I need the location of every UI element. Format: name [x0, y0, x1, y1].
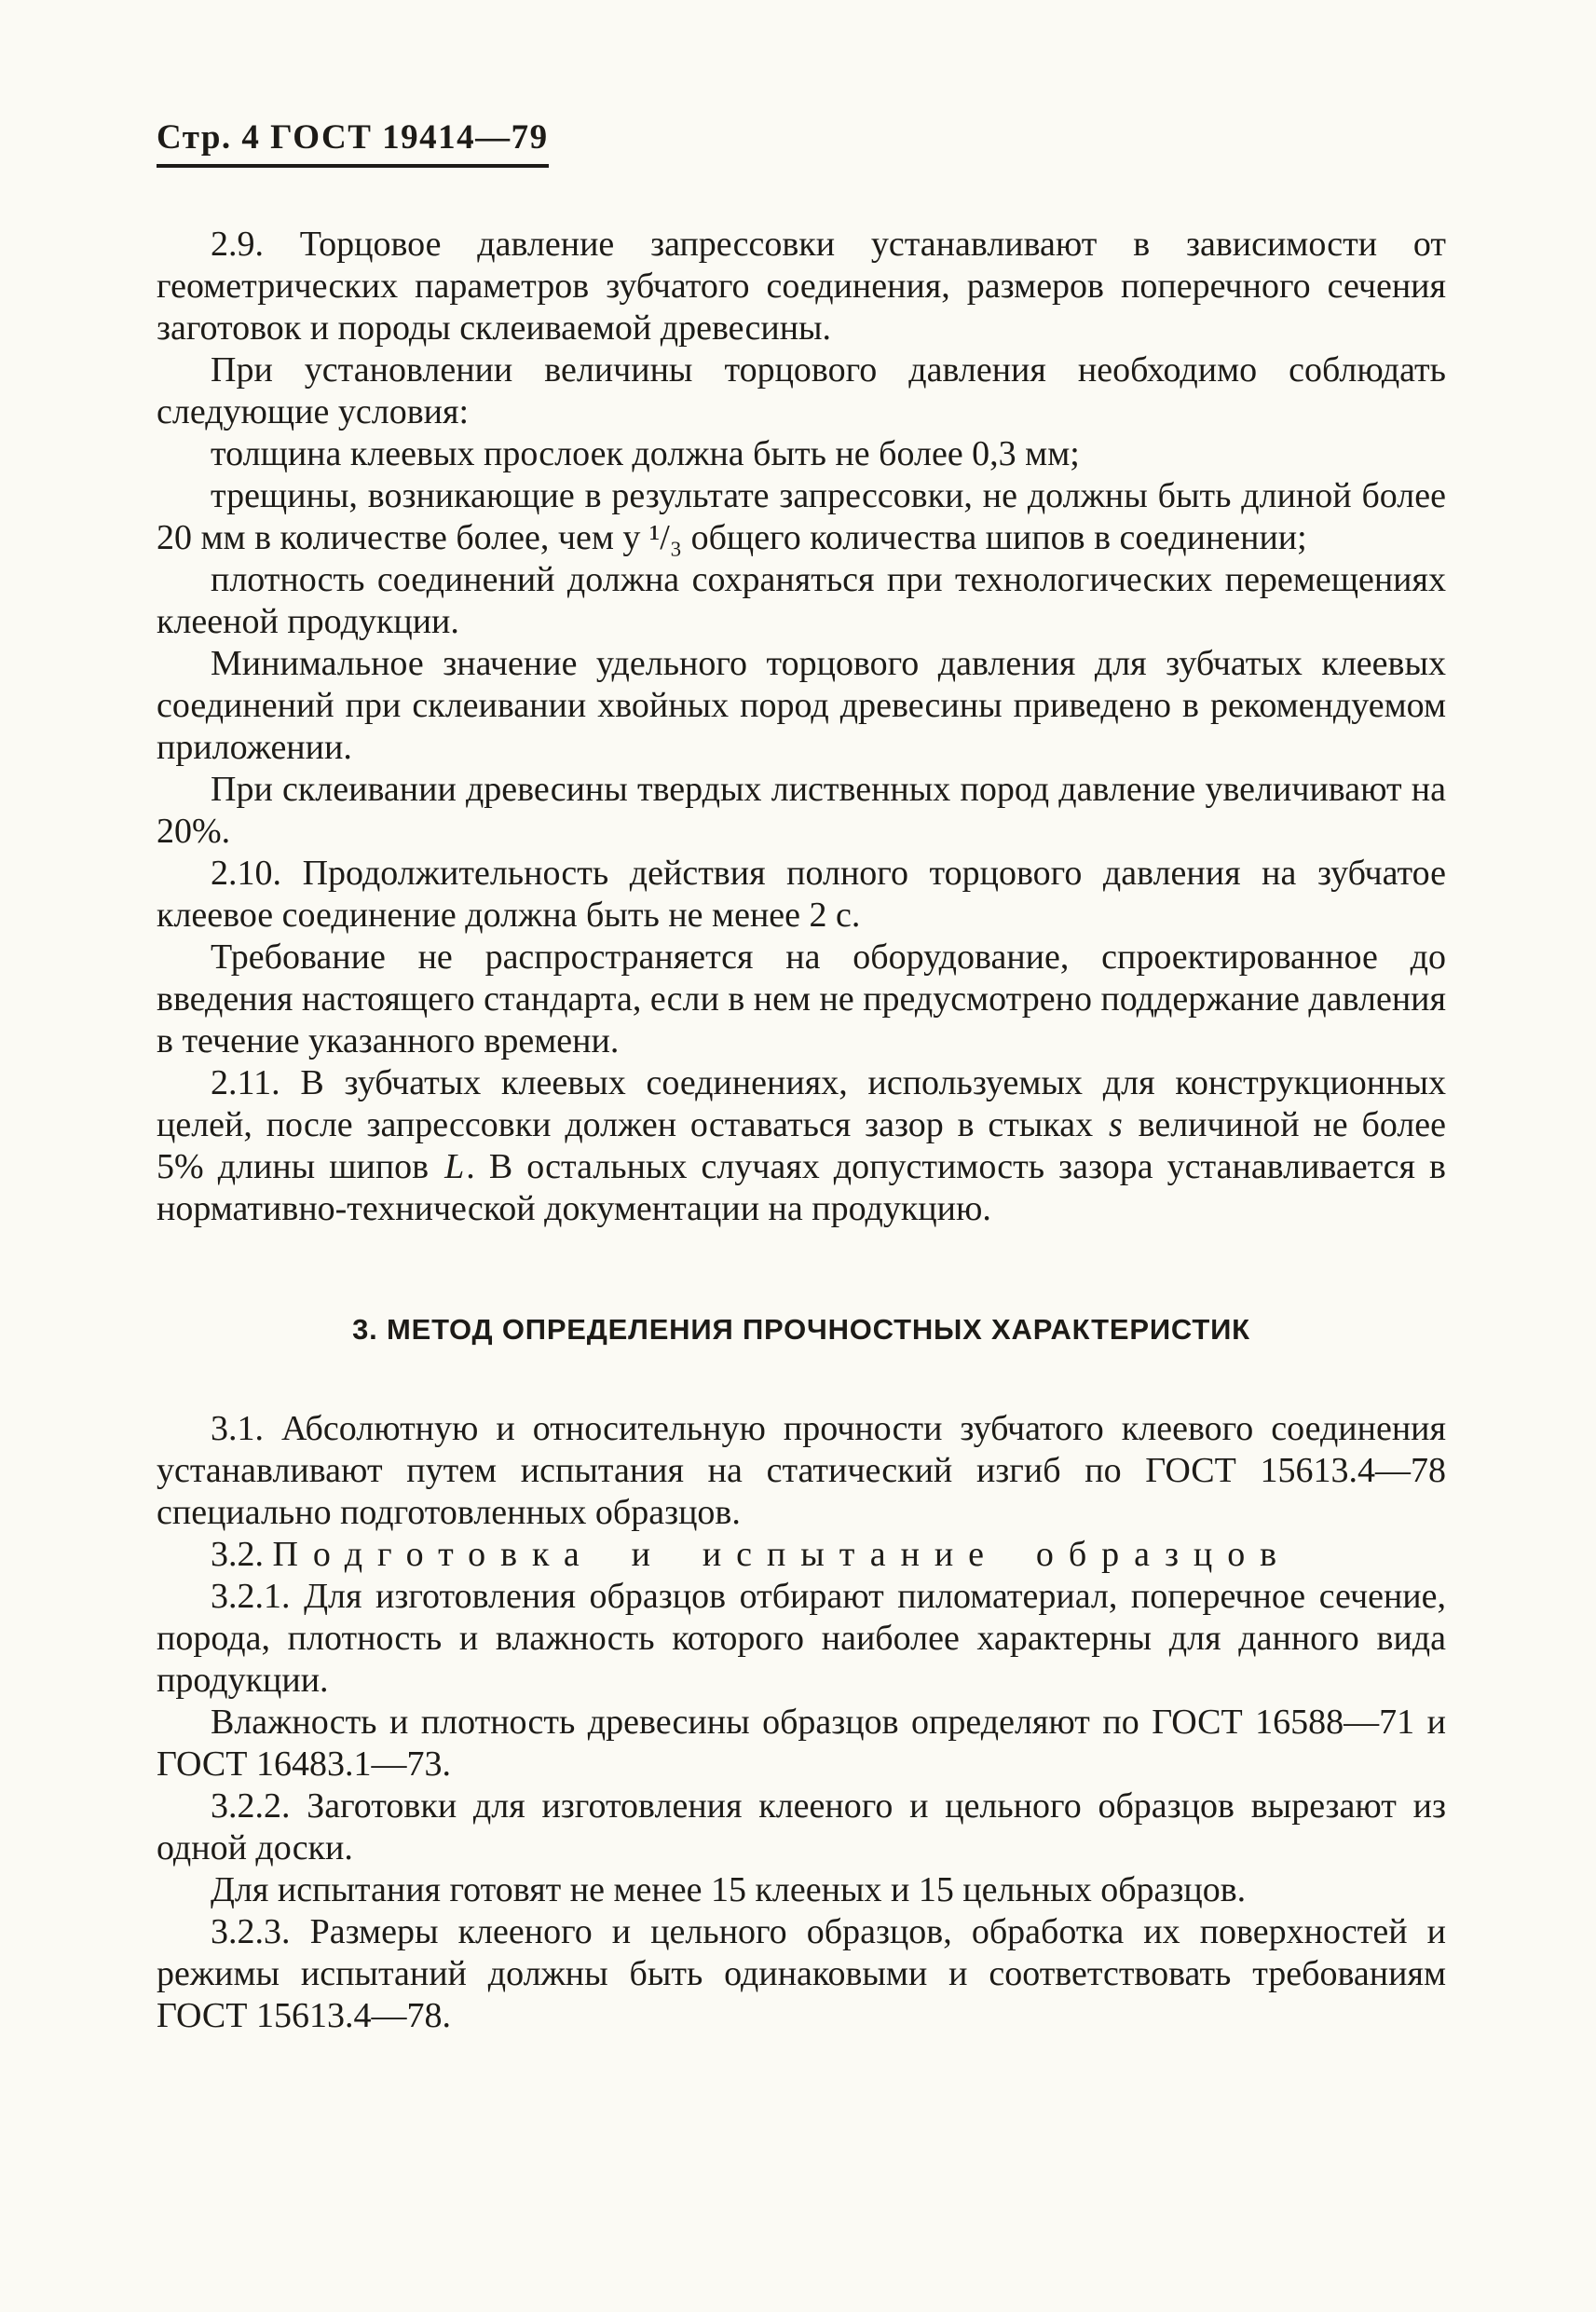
paragraph-3-2-number: 3.2. — [211, 1534, 273, 1574]
variable-s: s — [1108, 1105, 1123, 1144]
paragraph-2-9: 2.9. Торцовое давление запрессовки устанавливают в зависимости от геометрических параметров зубчатого соединения, размеров поперечного сечения заготовок и породы склеиваемой древесины. — [157, 225, 1446, 348]
paragraph-specimen-count: Для испытания готовят не менее 15 клееных и 15 цельных образцов. — [211, 1869, 1247, 1909]
paragraph-2-11-text-3: . В остальных случаях допустимость зазора устанавливается в нормативно-технической документации на продукцию. — [157, 1147, 1446, 1228]
paragraph-requirement-scope: Требование не распространяется на оборудование, спроектированное до введения настоящего стандарта, если в нем не предусмотрено поддержание давления в течение указанного времени. — [157, 937, 1446, 1060]
paragraph-3-2-3: 3.2.3. Размеры клееного и цельного образцов, обработка их поверхностей и режимы испытаний должны быть одинаковыми и соответствовать требованиям ГОСТ 15613.4—78. — [157, 1911, 1446, 2035]
paragraph-min-pressure: Минимальное значение удельного торцового давления для зубчатых клеевых соединений при склеивании хвойных пород древесины приведено в рекомендуемом приложении. — [157, 644, 1446, 767]
paragraph-condition-cracks: трещины, возникающие в результате запрессовки, не должны быть длиной более 20 мм в количестве более, чем у ¹/₃ общего количества шипов в соединении; — [157, 476, 1446, 557]
paragraph-2-11-text-1: 2.11. В зубчатых клеевых соединениях, используемых для конструкционных целей, после запрессовки должен оставаться зазор в стыках — [157, 1063, 1446, 1144]
paragraph-3-2-2: 3.2.2. Заготовки для изготовления клееного и цельного образцов вырезают из одной доски. — [157, 1785, 1446, 1867]
section-3-heading: 3. МЕТОД ОПРЕДЕЛЕНИЯ ПРОЧНОСТНЫХ ХАРАКТЕРИСТИК — [352, 1313, 1250, 1346]
paragraph-hardwood: При склеивании древесины твердых лиственных пород давление увеличивают на 20%. — [157, 770, 1446, 851]
text-body — [157, 224, 1446, 2037]
paragraph-2-10: 2.10. Продолжительность действия полного торцового давления на зубчатое клеевое соединение должна быть не менее 2 с. — [157, 854, 1446, 935]
paragraph-3-2 — [157, 1534, 1446, 1576]
running-title: Стр. 4 ГОСТ 19414—79 — [157, 117, 549, 168]
paragraph-3-2-1: 3.2.1. Для изготовления образцов отбирают пиломатериал, поперечное сечение, порода, плотность и влажность которого наиболее характерны для данного вида продукции. — [157, 1576, 1446, 1700]
paragraph-conditions-intro: При установлении величины торцового давления необходимо соблюдать следующие условия: — [157, 350, 1446, 431]
page-header — [157, 117, 549, 168]
paragraph-condition-density: плотность соединений должна сохраняться при технологических перемещениях клееной продукции. — [157, 560, 1446, 641]
paragraph-2-11 — [157, 1062, 1446, 1230]
paragraph-3-1: 3.1. Абсолютную и относительную прочности зубчатого клеевого соединения устанавливают путем испытания на статический изгиб по ГОСТ 15613.4—78 специально подготовленных образцов. — [157, 1408, 1446, 1532]
paragraph-3-2-spaced-title: Подготовка и испытание образцов — [272, 1534, 1292, 1574]
variable-l: L — [444, 1147, 465, 1186]
paragraph-2-11-text-2: величиной не более 5% длины шипов — [157, 1105, 1447, 1186]
paragraph-condition-glue-line: толщина клеевых прослоек должна быть не более 0,3 мм; — [211, 434, 1080, 473]
paragraph-moisture: Влажность и плотность древесины образцов определяют по ГОСТ 16588—71 и ГОСТ 16483.1—73. — [157, 1702, 1446, 1784]
